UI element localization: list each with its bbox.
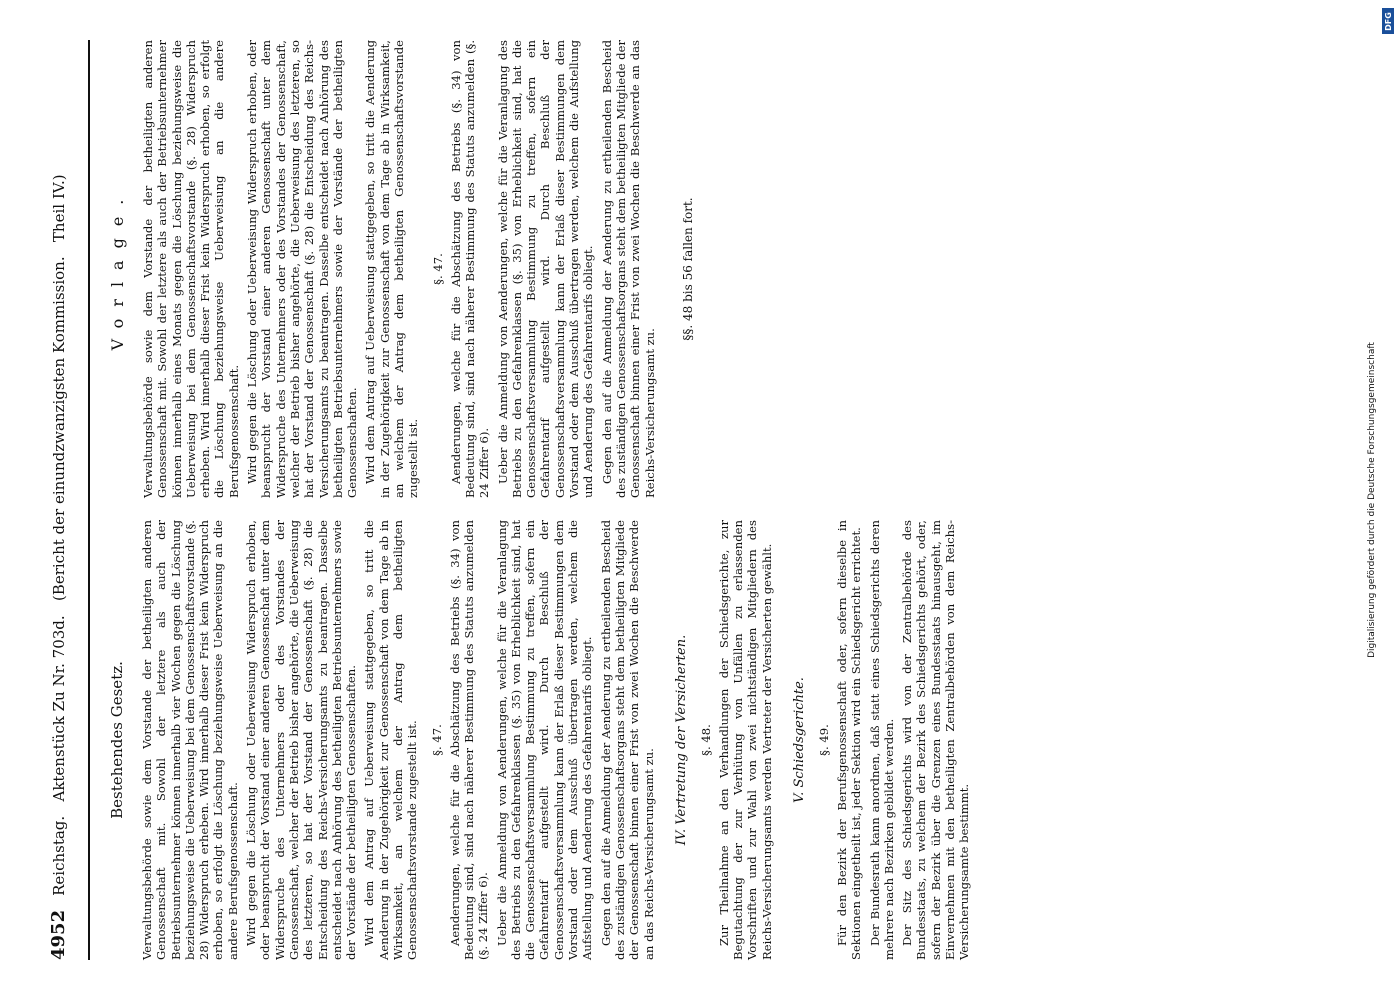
- section-number: §. 49.: [816, 724, 831, 756]
- right-paragraph: Aenderungen, welche für die Abschätzung des Betriebs (§. 34) von Bedeutung sind, sind nach näherer Bestimmung des Statuts anzumelden (§. 24 Ziffer 6).: [448, 40, 492, 498]
- left-paragraph: Verwaltungsbehörde sowie dem Vorstande der betheiligten anderen Genossenschaft mit. Sowohl der letztere als auch der Betriebsunternehmer können innerhalb vier Wochen gegen die Löschung beziehungsweise die Ueberweisung bei dem Genossenschaftsvorstande (§. 28) Widerspruch erheben. Wird innerhalb dieser Frist kein Widerspruch erhoben, so erfolgt die Löschung beziehungsweise Ueberweisung an die andere Berufsgenossenschaft.: [140, 520, 240, 960]
- section-number: §. 48.: [698, 724, 713, 756]
- left-paragraph: Gegen den auf die Anmeldung der Aenderung zu ertheilenden Bescheid des zuständigen Genossenschaftsorgans steht dem betheiligten Mitgliede der Genossenschaft binnen einer Frist von zwei Wochen die Beschwerde an das Reichs-Versicherungsamt zu.: [598, 520, 656, 960]
- digitization-credit: Digitalisierung gefördert durch die Deutsche Forschungsgemeinschaft: [1367, 342, 1377, 658]
- dfg-logo: [1382, 8, 1394, 34]
- page-number: 4952: [48, 909, 69, 960]
- left-paragraph: Wird gegen die Löschung oder Ueberweisung Widerspruch erhoben, oder beansprucht der Vorstand einer anderen Genossenschaft unter dem Widerspruche des Unternehmers oder des Vorstandes der Genossenschaft, welcher der Betrieb bisher angehörte, die Ueberweisung des letzteren, so hat der Vorstand der Genossenschaft (§. 28) die Entscheidung des Reichs-Versicherungsamts zu beantragen. Dasselbe entscheidet nach Anhörung des betheiligten Betriebsunternehmers sowie der Vorstände der betheiligten Genossenschaften.: [244, 520, 359, 960]
- left-paragraph: Ueber die Anmeldung von Aenderungen, welche für die Veranlagung des Betriebs zu den Gefahrenklassen (§. 35) von Erheblichkeit sind, hat die Genossenschaftsversammlung Bestimmung zu treffen, sofern ein Gefahrentarif aufgestellt wird. Durch Beschluß der Genossenschaftsversammlung kann der Erlaß dieser Bestimmungen dem Vorstand oder dem Ausschuß übertragen werden, welchem die Aufstellung und Aenderung des Gefahrentarifs obliegt.: [494, 520, 595, 960]
- left-paragraph: Der Bundesrath kann anordnen, daß statt eines Schiedsgerichts deren mehrere nach Bezirken gebildet werden.: [867, 520, 896, 960]
- section-number: §. 47.: [429, 724, 444, 756]
- page-header: [48, 40, 86, 960]
- section-number: §. 47.: [430, 253, 445, 285]
- dfg-logo-text: DFG: [1383, 11, 1393, 31]
- right-paragraph: Wird dem Antrag auf Ueberweisung stattgegeben, so tritt die Aenderung in der Zugehörigkeit zur Genossenschaft von dem Tage ab in Wirksamkeit, an welchem der Antrag dem betheiligten Genossenschaftsvorstande zugestellt ist.: [363, 40, 421, 498]
- left-paragraph: Der Sitz des Schiedsgerichts wird von der Zentralbehörde des Bundesstaats, zu welchem der Bezirk des Schiedsgerichts gehört, oder, sofern der Bezirk über die Grenzen eines Bundesstaats hinausgeht, im Einvernehmen mit den betheiligten Zentralbehörden von dem Reichs-Versicherungsamte bestimmt.: [900, 520, 972, 960]
- omitted-sections-note: §§. 48 bis 56 fallen fort.: [680, 197, 695, 341]
- right-paragraph: Gegen den auf die Anmeldung der Aenderung zu ertheilenden Bescheid des zuständigen Genossenschaftsorgans steht dem betheiligten Mitgliede der Genossenschaft binnen einer Frist von zwei Wochen die Beschwerde an das Reichs-Versicherungsamt zu.: [599, 40, 657, 498]
- header-rule: [88, 40, 90, 960]
- left-paragraph: Wird dem Antrag auf Ueberweisung stattgegeben, so tritt die Aenderung in der Zugehörigkeit zur Genossenschaft von dem Tage ab in Wirksamkeit, an welchem der Antrag dem betheiligten Genossenschaftsvorstande zugestellt ist.: [362, 520, 420, 960]
- right-paragraph: Ueber die Anmeldung von Aenderungen, welche für die Veranlagung des Betriebs zu den Gefahrenklassen (§. 35) von Erheblichkeit sind, hat die Genossenschaftsversammlung Bestimmung zu treffen, sofern ein Gefahrentarif aufgestellt wird. Durch Beschluß der Genossenschaftsversammlung kann der Erlaß dieser Bestimmungen dem Vorstand oder dem Ausschuß übertragen werden, welchem die Aufstellung und Aenderung des Gefahrentarifs obliegt.: [495, 40, 596, 498]
- left-column-heading: Bestehendes Gesetz.: [108, 661, 126, 819]
- section-title: V. Schiedsgerichte.: [791, 677, 807, 803]
- right-paragraph: Wird gegen die Löschung oder Ueberweisung Widerspruch erhoben, oder beansprucht der Vorstand einer anderen Genossenschaft unter dem Widerspruche des Unternehmers oder des Vorstandes der Genossenschaft, welcher der Betrieb bisher angehörte, die Ueberweisung des letzteren, so hat der Vorstand der Genossenschaft (§. 28) die Entscheidung des Reichs-Versicherungsamts zu beantragen. Dasselbe entscheidet nach Anhörung des betheiligten Betriebsunternehmers sowie der Vorstände der betheiligten Genossenschaften.: [245, 40, 360, 498]
- rotated-document-page: [48, 40, 1348, 960]
- left-paragraph: Aenderungen, welche für die Abschätzung des Betriebs (§. 34) von Bedeutung sind, sind nach näherer Bestimmung des Statuts anzumelden (§. 24 Ziffer 6).: [447, 520, 491, 960]
- right-paragraph: Verwaltungsbehörde sowie dem Vorstande der betheiligten anderen Genossenschaft mit. Sowohl der letztere als auch der Betriebsunternehmer können innerhalb eines Monats gegen die Löschung beziehungsweise die Ueberweisung bei dem Genossenschaftsvorstande (§. 28) Widerspruch erheben. Wird innerhalb dieser Frist kein Widerspruch erhoben, so erfolgt die Löschung beziehungsweise Ueberweisung an die andere Berufsgenossenschaft.: [141, 40, 241, 498]
- right-column-proposal: [108, 40, 695, 498]
- left-paragraph: Für den Bezirk der Berufsgenossenschaft oder, sofern dieselbe in Sektionen eingetheilt ist, jeder Sektion wird ein Schiedsgericht errichtet.: [834, 520, 864, 960]
- header-title: Reichstag. Aktenstück Zu Nr. 703d. (Bericht der einundzwanzigsten Kommission. Theil IV.): [50, 174, 68, 896]
- left-paragraph: Zur Theilnahme an den Verhandlungen der Schiedsgerichte, zur Begutachtung der zur Verhütung von Unfällen zu erlassenden Vorschriften und zur Wahl von zwei nichtständigen Mitgliedern des Reichs-Versicherungsamts werden Vertreter der Versicherten gewählt.: [716, 520, 774, 960]
- left-column-existing-law: [108, 520, 976, 960]
- section-title: IV. Vertretung der Versicherten.: [673, 634, 689, 846]
- right-column-heading: Vorlage.: [108, 187, 127, 351]
